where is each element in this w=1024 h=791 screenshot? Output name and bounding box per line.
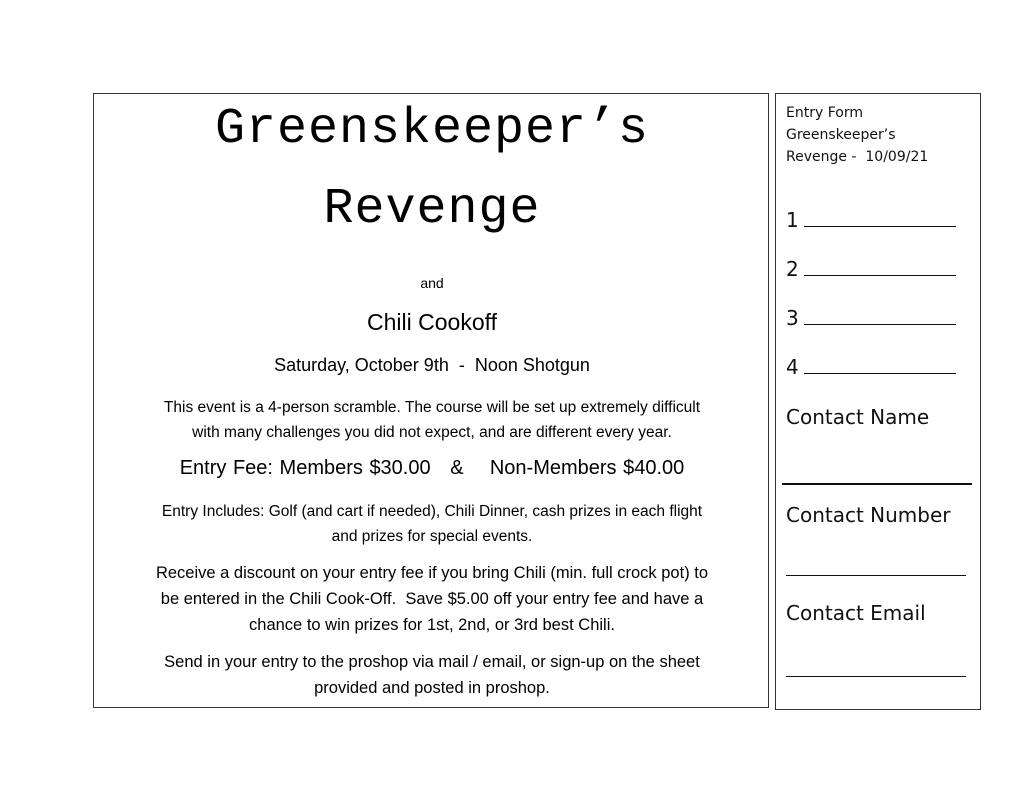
player-slot-number: 2 [786, 257, 799, 281]
send-line: provided and posted in proshop. [314, 679, 550, 697]
discount-line: chance to win prizes for 1st, 2nd, or 3rd best Chili. [249, 616, 615, 634]
contact-name-label: Contact Name [786, 405, 930, 429]
send-entry-info [94, 649, 770, 701]
form-header-line: Greenskeeper’s [786, 127, 896, 143]
player-name-blank[interactable] [804, 355, 956, 374]
description-line: This event is a 4-person scramble. The course will be set up extremely difficult [163, 399, 701, 416]
player-slot-2 [786, 257, 956, 281]
discount-line: be entered in the Chili Cook-Off. Save $5.00 off your entry fee and have a [160, 590, 704, 608]
form-header-line: Entry Form [786, 105, 863, 121]
player-slot-number: 3 [786, 306, 799, 330]
player-slot-number: 4 [786, 355, 799, 379]
send-line: Send in your entry to the proshop via mail / email, or sign-up on the sheet [164, 653, 700, 671]
event-title-line-1: Greenskeeper’s [214, 101, 650, 158]
player-name-blank[interactable] [804, 257, 956, 276]
chili-discount-info [94, 560, 770, 638]
event-date-line: Saturday, October 9th - Noon Shotgun [274, 355, 590, 375]
discount-line: Receive a discount on your entry fee if you bring Chili (min. full crock pot) to [155, 564, 709, 582]
player-slot-4 [786, 355, 956, 379]
contact-email-blank[interactable] [786, 676, 966, 677]
includes-line: Entry Includes: Golf (and cart if needed), Chili Dinner, cash prizes in each flight [161, 503, 703, 520]
entry-fee-line: Entry Fee: Members $30.00 & Non-Members $40.00 [179, 457, 685, 479]
event-info-panel [93, 93, 769, 708]
chili-cookoff-title: Chili Cookoff [367, 309, 497, 335]
contact-number-blank[interactable] [786, 575, 966, 576]
player-slot-1 [786, 208, 956, 232]
form-header-line: Revenge - 10/09/21 [786, 149, 929, 165]
and-connector: and [420, 275, 444, 291]
player-name-blank[interactable] [804, 208, 956, 227]
contact-email-label: Contact Email [786, 601, 926, 625]
entry-form-header [786, 102, 928, 168]
player-name-blank[interactable] [804, 306, 956, 325]
description-line: with many challenges you did not expect, and are different every year. [192, 424, 672, 441]
entry-form-panel [775, 93, 981, 710]
entry-includes [94, 499, 770, 549]
event-title-line-2: Revenge [323, 181, 541, 238]
player-slot-number: 1 [786, 208, 799, 232]
includes-line: and prizes for special events. [331, 528, 533, 545]
event-description [94, 395, 770, 445]
player-slot-3 [786, 306, 956, 330]
contact-number-label: Contact Number [786, 503, 951, 527]
contact-name-blank[interactable] [782, 483, 972, 485]
